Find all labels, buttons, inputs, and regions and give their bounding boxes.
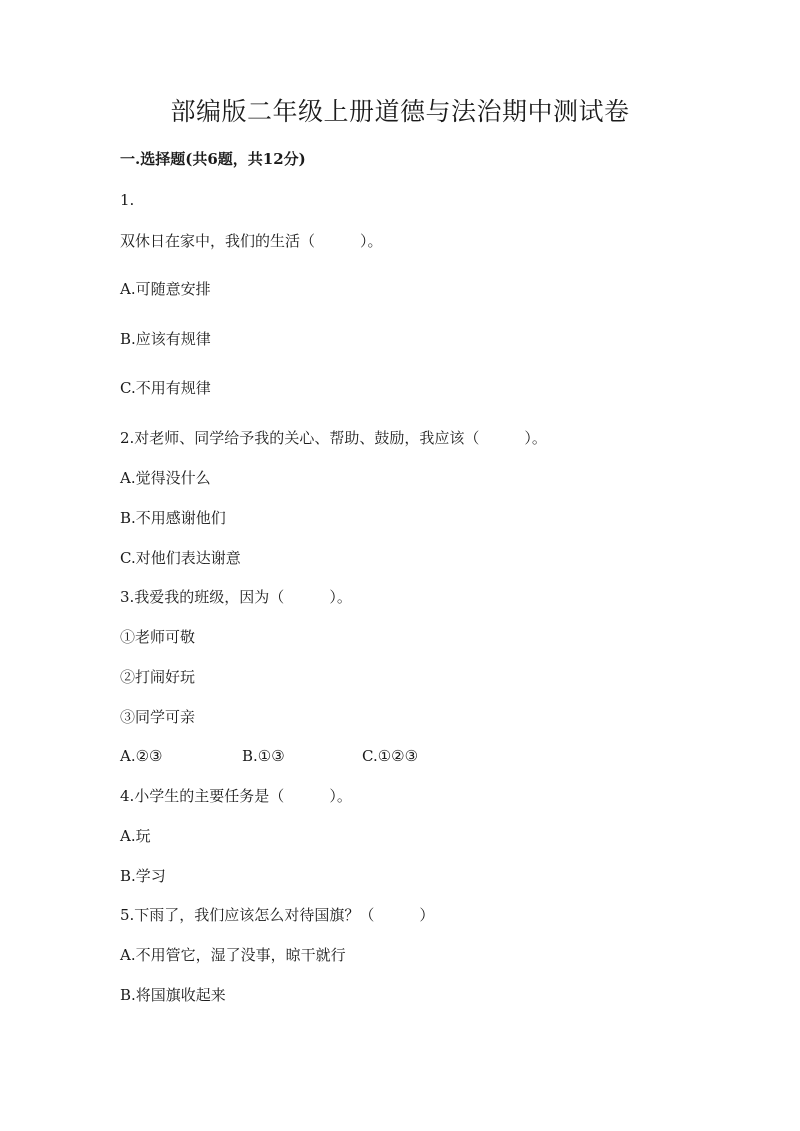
question-1-number: 1. bbox=[120, 191, 135, 209]
question-3-option-c: C.①②③ bbox=[362, 747, 419, 765]
question-4-option-b: B.学习 bbox=[120, 867, 166, 885]
question-1-stem: 双休日在家中，我们的生活（ ）。 bbox=[120, 232, 383, 250]
question-3-option-b: B.①③ bbox=[242, 747, 285, 765]
question-2-option-b: B.不用感谢他们 bbox=[120, 509, 226, 527]
question-2-stem: 2.对老师、同学给予我的关心、帮助、鼓励，我应该（ ）。 bbox=[120, 429, 547, 447]
question-3-item-2: ②打闹好玩 bbox=[120, 668, 196, 686]
question-5-option-b: B.将国旗收起来 bbox=[120, 986, 226, 1004]
page-title: 部编版二年级上册道德与法治期中测试卷 bbox=[170, 97, 630, 126]
question-4-stem: 4.小学生的主要任务是（ ）。 bbox=[120, 787, 352, 805]
question-3-stem: 3.我爱我的班级，因为（ ）。 bbox=[120, 588, 352, 606]
question-1-option-c: C.不用有规律 bbox=[120, 379, 211, 397]
question-1-option-a: A.可随意安排 bbox=[120, 280, 211, 298]
question-5-option-a: A.不用管它，湿了没事，晾干就行 bbox=[120, 946, 346, 964]
question-5-stem: 5.下雨了，我们应该怎么对待国旗？（ ） bbox=[120, 906, 435, 924]
question-4-option-a: A.玩 bbox=[120, 827, 151, 845]
question-3-item-3: ③同学可亲 bbox=[120, 708, 196, 726]
question-3-option-a: A.②③ bbox=[120, 747, 163, 765]
question-2-option-a: A.觉得没什么 bbox=[120, 469, 211, 487]
question-3-item-1: ①老师可敬 bbox=[120, 628, 196, 646]
section-heading: 一.选择题(共6题，共12分) bbox=[120, 150, 306, 168]
question-1-option-b: B.应该有规律 bbox=[120, 330, 211, 348]
question-2-option-c: C.对他们表达谢意 bbox=[120, 549, 241, 567]
